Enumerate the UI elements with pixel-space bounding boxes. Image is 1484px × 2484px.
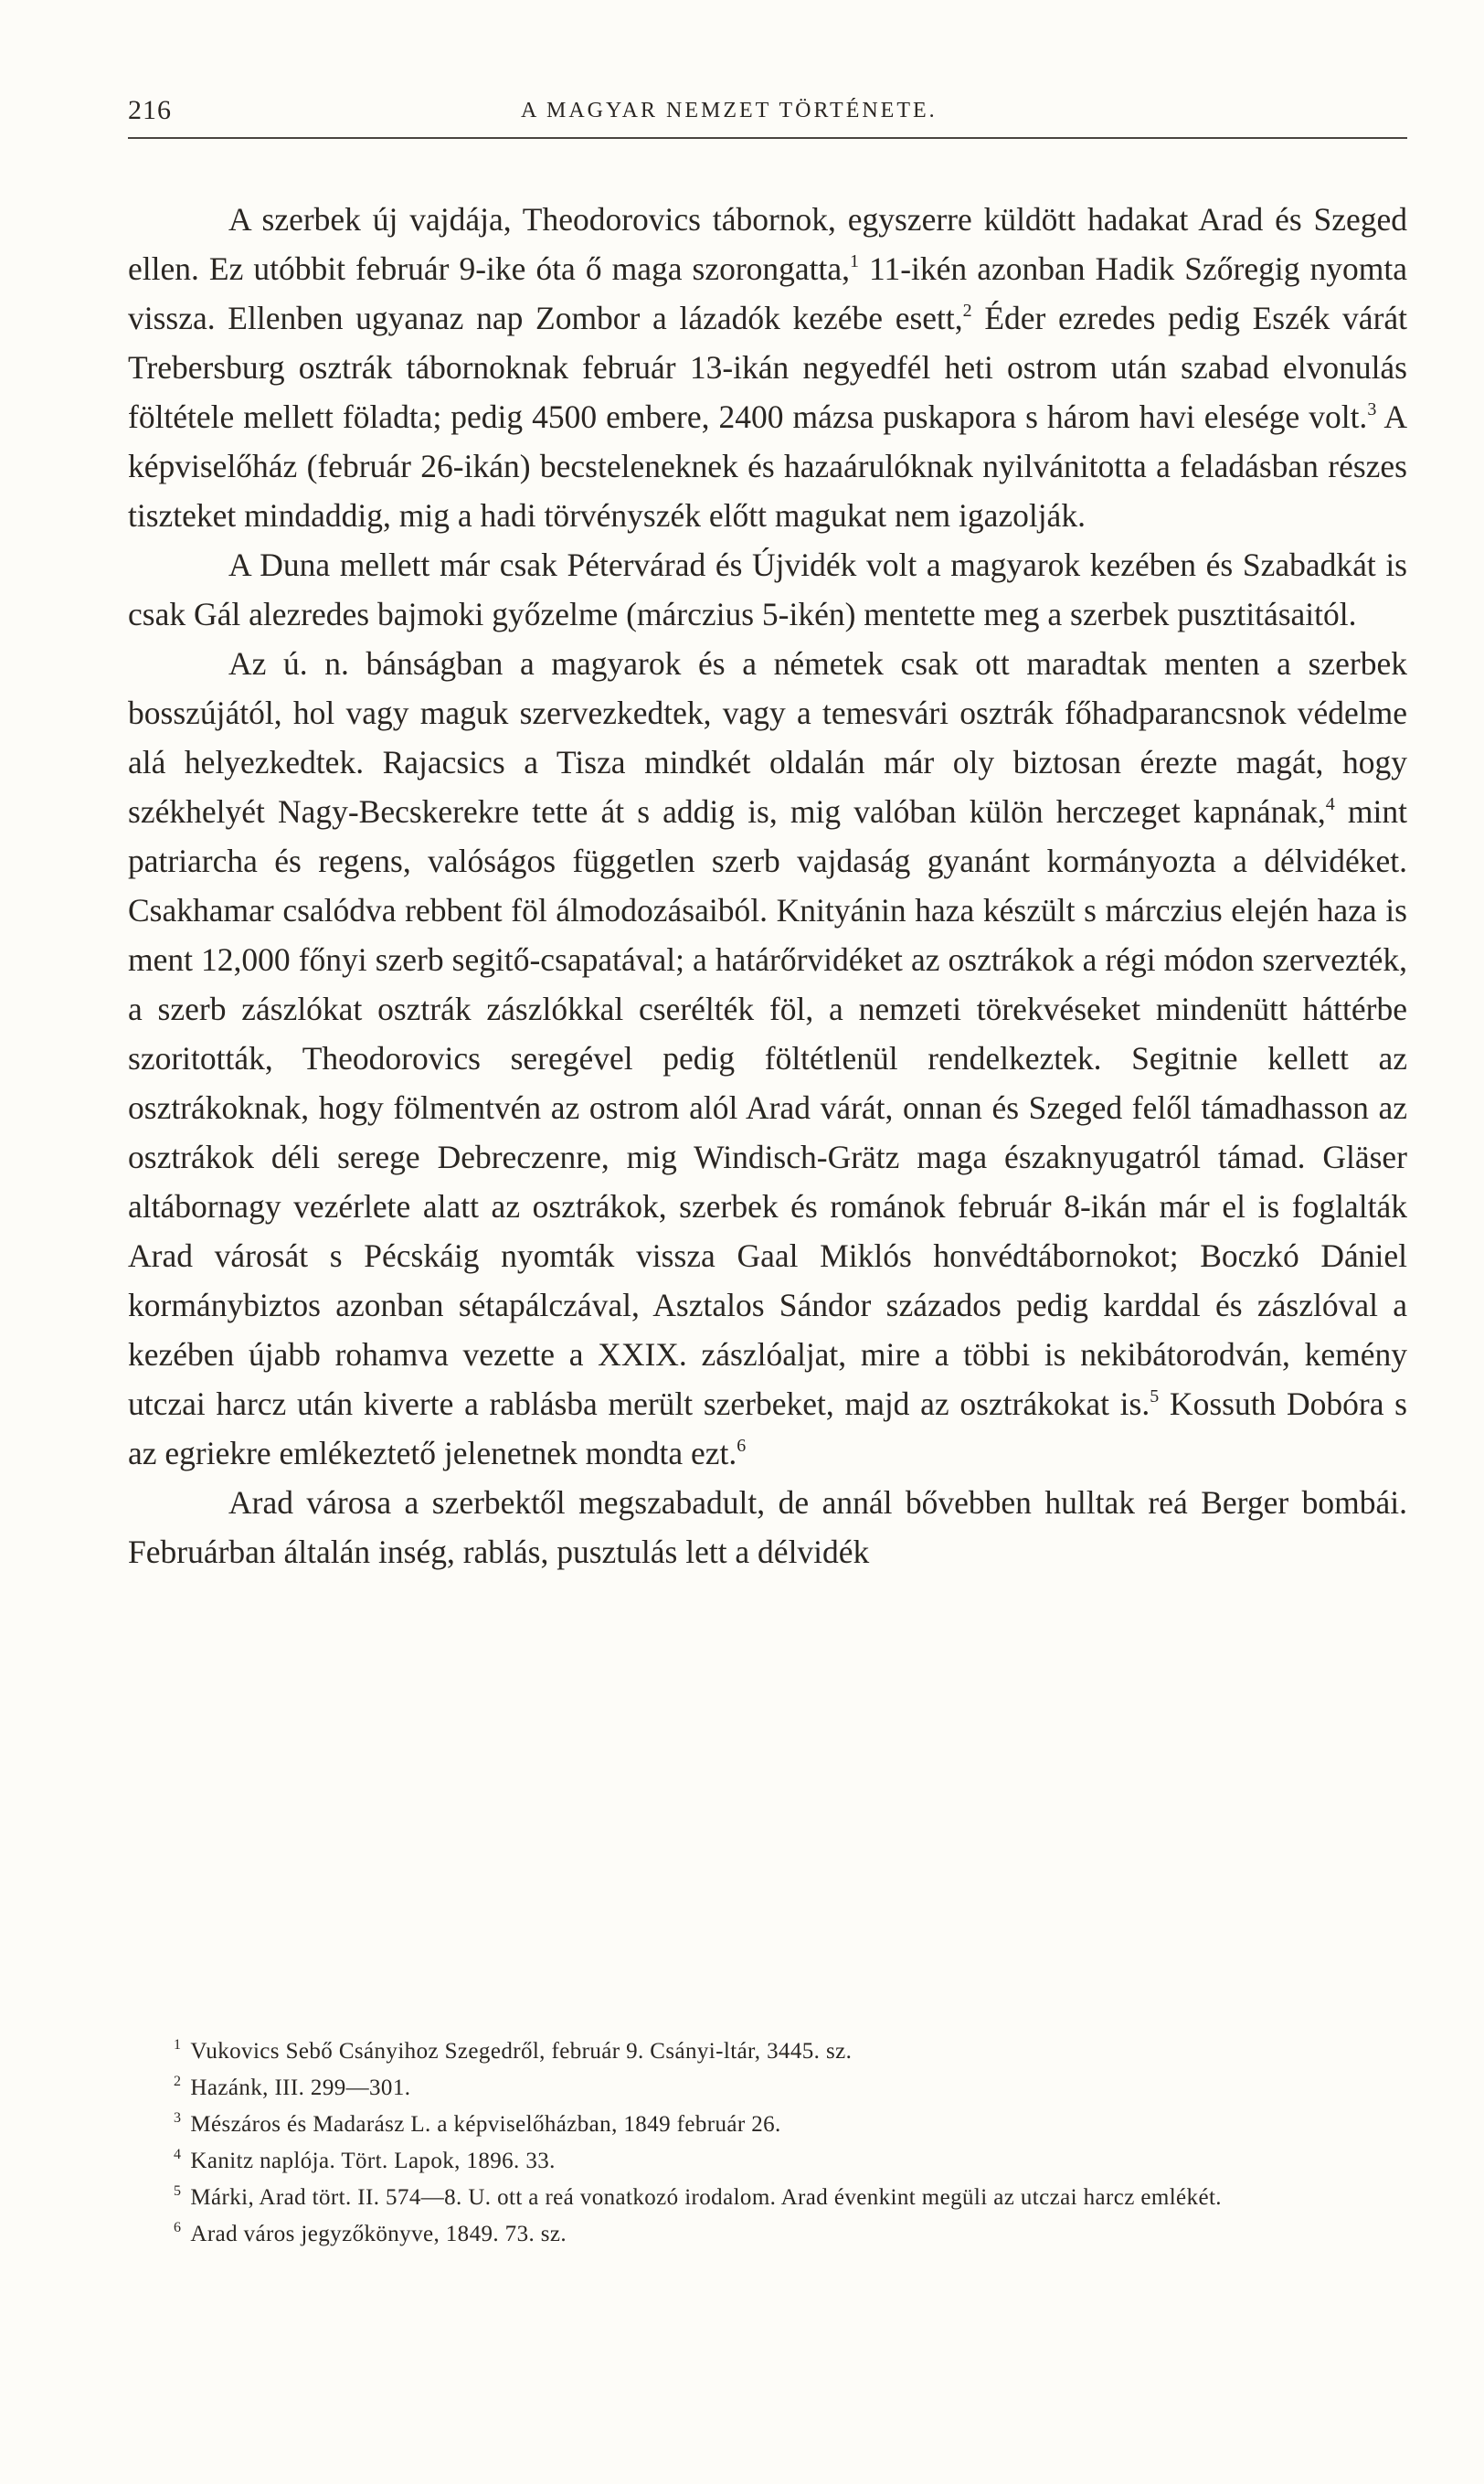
footnote [128, 2180, 1407, 2216]
footnote-text: Arad város jegyzőkönyve, 1849. 73. sz. [190, 2222, 567, 2246]
paragraph-text: Éder ezredes pedig Eszék várát Trebersburg osztrák tábornoknak február 13-ikán negyedfél heti ostrom után szabad elvonulás föltétele mellett föladta; pedig 4500 embere, 2400 mázsa puskapora s három havi elesége volt. [128, 300, 1408, 435]
footnote-ref: 6 [737, 1436, 747, 1456]
footnote-text: Mészáros és Madarász L. a képviselőházban, 1849 február 26. [190, 2112, 781, 2137]
footnotes [128, 2033, 1407, 2253]
footnote-ref: 5 [1150, 1386, 1160, 1407]
paragraph-text: A szerbek új vajdája, Theodorovics tábornok, egyszerre küldött hadakat Arad és Szeged ellen. Ez utóbbit február 9-ike óta ő maga szorongatta, [128, 201, 1407, 287]
running-title: A MAGYAR NEMZET TÖRTÉNETE. [521, 99, 938, 122]
footnote-text: Vukovics Sebő Csányihoz Szegedről, február 9. Csányi-ltár, 3445. sz. [190, 2039, 853, 2064]
paragraph-text: A Duna mellett már csak Pétervárad és Újvidék volt a magyarok kezében és Szabadkát is csak Gál alezredes bajmoki győzelme (márczius 5-ikén) mentette meg a szerbek pusztitásaitól. [128, 547, 1407, 632]
running-header [128, 91, 1407, 139]
paragraph-text: 11-ikén azonban Hadik Szőregig nyomta vissza. Ellenben ugyanaz nap Zombor a lázadók kezébe esett, [128, 250, 1407, 336]
footnote [128, 2143, 1407, 2180]
footnote-number: 3 [174, 2110, 182, 2126]
footnote-number: 5 [174, 2183, 182, 2199]
footnote-text: Kanitz naplója. Tört. Lapok, 1896. 33. [190, 2149, 556, 2173]
footnote-number: 2 [174, 2074, 182, 2089]
footnote-number: 1 [174, 2037, 182, 2053]
footnote [128, 2033, 1407, 2070]
footnote-ref: 1 [850, 251, 860, 271]
paragraph-text: A képviselőház (február 26-ikán) becsteleneknek és hazaárulóknak nyilvánitotta a feladásban részes tiszteket mindaddig, mig a hadi törvényszék előtt magukat nem igazolják. [128, 398, 1407, 534]
footnote-ref: 2 [962, 301, 972, 321]
footnote [128, 2070, 1407, 2107]
page-number: 216 [128, 95, 172, 125]
footnote-ref: 4 [1325, 794, 1335, 814]
footnote-text: Hazánk, III. 299—301. [190, 2075, 411, 2100]
footnote-number: 4 [174, 2147, 182, 2162]
footnote-text: Márki, Arad tört. II. 574—8. U. ott a reá vonatkozó irodalom. Arad évenkint megüli az utczai harcz emlékét. [190, 2185, 1222, 2210]
paragraph-text: Arad városa a szerbektől megszabadult, de annál bővebben hulltak reá Berger bombái. Februárban általán inség, rablás, pusztulás lett a délvidék [128, 1484, 1407, 1570]
paragraph-text: Az ú. n. bánságban a magyarok és a németek csak ott maradtak menten a szerbek bosszújától, hol vagy maguk szervezkedtek, vagy a temesvári osztrák főhadparancsnok védelme alá helyezkedtek. Rajacsics a Tisza mindkét oldalán már oly biztosan érezte magát, hogy székhelyét Nagy-Becskerekre tette át s addig is, mig valóban külön herczeget kapnának, [128, 645, 1407, 830]
footnote-number: 6 [174, 2220, 182, 2235]
body-text [128, 195, 1407, 1576]
footnote [128, 2107, 1407, 2143]
paragraph-text: mint patriarcha és regens, valóságos független szerb vajdaság gyanánt kormányozta a délvidéket. Csakhamar csalódva rebbent föl álmodozásaiból. Knityánin haza készült s márczius elején haza is ment 12,000 főnyi szerb segitő-csapatával; a határőrvidéket az osztrákok a régi módon szervezték, a szerb zászlókat osztrák zászlókkal cserélték föl, a nemzeti törekvéseket mindenütt háttérbe szoritották, Theodorovics seregével pedig föltétlenül rendelkeztek. Segitnie kellett az osztrákoknak, hogy fölmentvén az ostrom alól Arad várát, onnan és Szeged felől támadhasson az osztrákok déli serege Debreczenre, mig Windisch-Grätz maga északnyugatról támad. Gläser altábornagy vezérlete alatt az osztrákok, szerbek és románok február 8-ikán már el is foglalták Arad városát s Pécskáig nyomták vissza Gaal Miklós honvédtábornokot; Boczkó Dániel kormánybiztos azonban sétapálczával, Asztalos Sándor százados pedig karddal és zászlóval a kezében újabb rohamva vezette a XXIX. zászlóaljat, mire a többi is nekibátorodván, kemény utczai harcz után kiverte a rablásba merült szerbeket, majd az osztrákokat is. [128, 793, 1407, 1422]
paragraph [128, 1478, 1407, 1576]
footnote [128, 2216, 1407, 2253]
footnote-ref: 3 [1367, 399, 1377, 419]
paragraph-text: Kossuth Dobóra s az egriekre emlékeztető jelenetnek mondta ezt. [128, 1385, 1407, 1471]
paragraph [128, 195, 1407, 540]
paragraph [128, 540, 1407, 639]
paragraph [128, 639, 1407, 1478]
